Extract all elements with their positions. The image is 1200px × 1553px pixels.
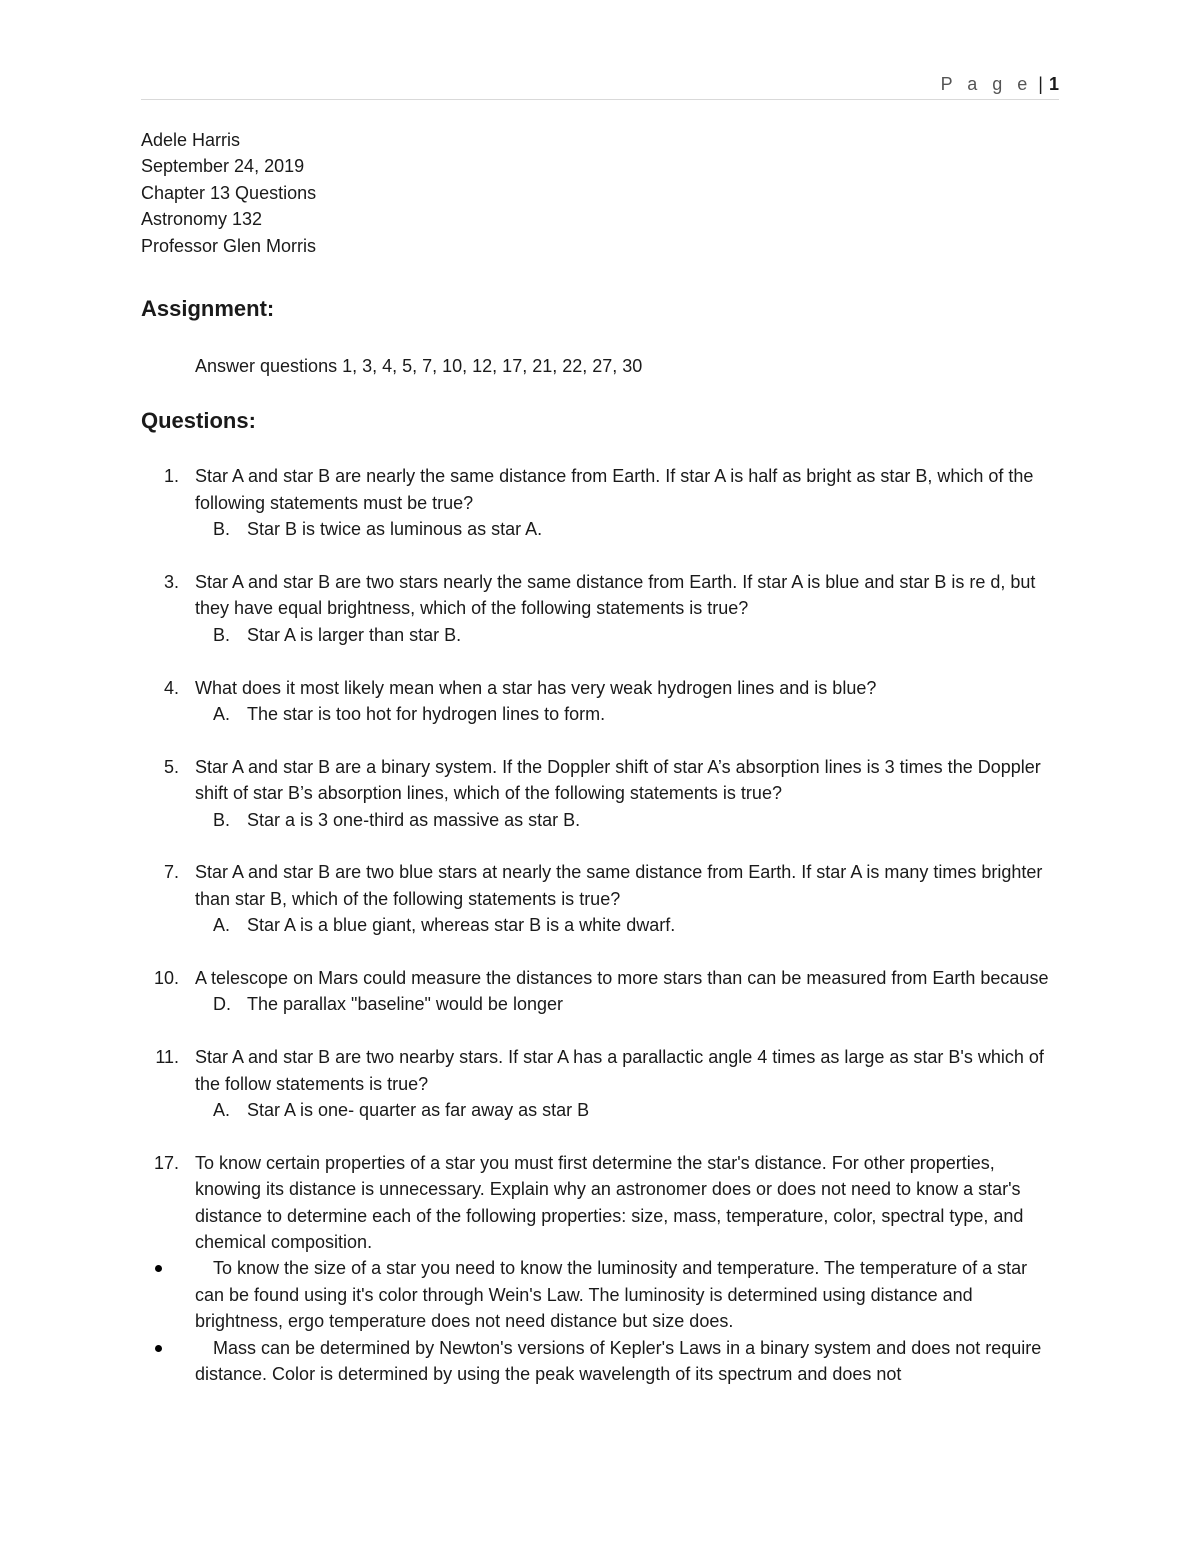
page-header xyxy=(141,74,1059,95)
question-item xyxy=(141,675,1059,728)
question-text: To know certain properties of a star you must first determine the star's distance. For other properties, knowing its distance is unnecessary. Explain why an astronomer does or does not need to know a star's distance to determine each of the following properties: size, mass, temperature, color, spectral type, and chemical composition. xyxy=(195,1152,1024,1253)
questions-heading: Questions: xyxy=(141,408,256,434)
question-item-17 xyxy=(141,1150,1059,1388)
chapter-title: Chapter 13 Questions xyxy=(141,182,317,203)
question-item xyxy=(141,1044,1059,1123)
answer xyxy=(195,701,1059,727)
page-separator: | xyxy=(1038,74,1043,94)
answer-text: Star A is a blue giant, whereas star B is a white dwarf. xyxy=(247,915,676,936)
question-text: Star A and star B are two stars nearly the same distance from Earth. If star A is blue and star B is re d, but they have equal brightness, which of the following statements is true? xyxy=(195,571,1036,619)
student-name: Adele Harris xyxy=(141,130,241,150)
answer-letter: B. xyxy=(213,809,231,830)
answer-text: Star B is twice as luminous as star A. xyxy=(247,519,543,540)
bullet-dot-icon xyxy=(155,1345,162,1352)
question-text: Star A and star B are two blue stars at nearly the same distance from Earth. If star A is many times brighter than star B, which of the following statements is true? xyxy=(195,862,1043,909)
answer-letter: B. xyxy=(213,519,231,540)
answer-bullets xyxy=(141,1255,1059,1387)
professor-name: Professor Glen Morris xyxy=(141,235,317,256)
bullet-text: Mass can be determined by Newton's versions of Kepler's Laws in a binary system and does not require distance. Color is determined by using the peak wavelength of its spectrum and does not xyxy=(195,1337,1042,1385)
questions-list xyxy=(141,463,1059,1387)
bullet-item xyxy=(141,1335,1059,1388)
answer-text: The star is too hot for hydrogen lines to form. xyxy=(247,703,606,724)
answer-text: Star a is 3 one-third as massive as star B. xyxy=(247,809,581,830)
answer-letter: A. xyxy=(213,1100,231,1121)
answer-text: Star A is larger than star B. xyxy=(247,624,462,645)
question-text: Star A and star B are a binary system. If the Doppler shift of star A’s absorption lines is 3 times the Doppler shift of star B’s absorption lines, which of the following statements is true? xyxy=(195,756,1041,804)
question-item xyxy=(141,754,1059,833)
question-text: Star A and star B are two nearby stars. If star A has a parallactic angle 4 times as large as star B's which of the follow statements is true? xyxy=(195,1047,1044,1094)
page-number: 1 xyxy=(1048,74,1059,94)
answer xyxy=(195,1097,1059,1123)
answer xyxy=(195,807,1059,833)
question-item xyxy=(141,463,1059,542)
answer xyxy=(195,991,1059,1017)
question-number: 4. xyxy=(163,677,179,698)
question-number: 1. xyxy=(163,466,179,487)
answer xyxy=(195,516,1059,542)
question-number: 5. xyxy=(163,756,179,777)
answer-letter: A. xyxy=(213,915,231,936)
question-text: A telescope on Mars could measure the distances to more stars than can be measured from Earth because xyxy=(195,968,1049,988)
question-text: Star A and star B are nearly the same distance from Earth. If star A is half as bright as star B, which of the following statements must be true? xyxy=(195,466,1034,513)
question-text: What does it most likely mean when a star has very weak hydrogen lines and is blue? xyxy=(195,677,877,698)
question-number: 17. xyxy=(153,1152,179,1173)
answer-letter: B. xyxy=(213,624,231,645)
page-label: P a g e xyxy=(940,74,1033,94)
question-number: 10. xyxy=(153,968,179,988)
answer-text: Star A is one- quarter as far away as star B xyxy=(247,1100,590,1121)
bullet-dot-icon xyxy=(155,1265,162,1272)
assignment-text: Answer questions 1, 3, 4, 5, 7, 10, 12, 17, 21, 22, 27, 30 xyxy=(195,355,643,376)
question-item xyxy=(141,965,1059,1018)
bullet-text: To know the size of a star you need to know the luminosity and temperature. The temperature of a star can be found using it's color through Wein's Law. The luminosity is determined using distance and brightness, ergo temperature does not need distance but size does. xyxy=(195,1258,1028,1332)
document-body xyxy=(141,127,1059,1414)
question-item xyxy=(141,569,1059,648)
course-name: Astronomy 132 xyxy=(141,209,263,230)
answer-letter: A. xyxy=(213,703,231,724)
header-divider xyxy=(141,99,1059,100)
answer-letter: D. xyxy=(213,994,231,1015)
bullet-item xyxy=(141,1255,1059,1334)
answer xyxy=(195,912,1059,938)
answer xyxy=(195,622,1059,648)
answer-text: The parallax "baseline" would be longer xyxy=(247,994,563,1015)
assignment-heading: Assignment: xyxy=(141,295,275,321)
document-date: September 24, 2019 xyxy=(141,156,305,177)
question-item xyxy=(141,859,1059,938)
question-number: 11. xyxy=(155,1047,179,1068)
question-number: 3. xyxy=(163,571,179,592)
question-number: 7. xyxy=(163,862,179,883)
